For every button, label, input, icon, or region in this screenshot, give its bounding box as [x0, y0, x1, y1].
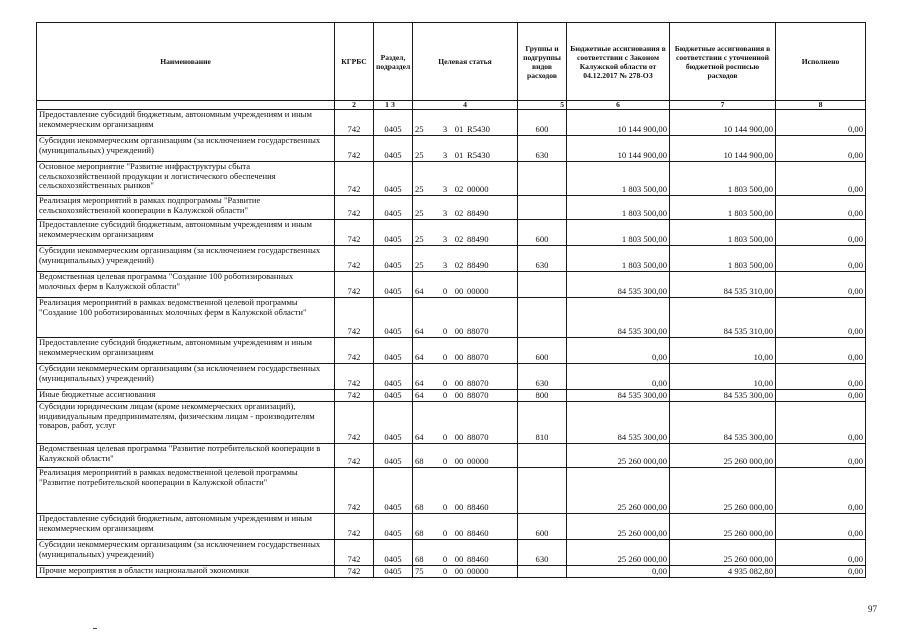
row-assign-law: 0,00 — [567, 338, 670, 364]
scan-mark — [93, 628, 97, 629]
row-name: Предоставление субсидий бюджетным, автономным учреждениям и иным некоммерческим организациям — [37, 110, 335, 136]
row-ispolneno: 0,00 — [776, 338, 866, 364]
celevaya-part: 00 — [454, 432, 464, 443]
celevaya-part: 0 — [442, 286, 448, 297]
row-ispolneno: 0,00 — [776, 246, 866, 272]
row-gruppa — [518, 468, 567, 514]
celevaya-part: 25 — [415, 150, 424, 161]
header-name: Наименование — [37, 23, 335, 101]
row-assign-law: 0,00 — [567, 566, 670, 578]
row-celevaya-statya — [413, 364, 518, 390]
row-gruppa — [518, 162, 567, 196]
celevaya-part: 00 — [454, 326, 464, 337]
celevaya-part: 00000 — [467, 566, 489, 577]
row-assign-law: 1 803 500,00 — [567, 220, 670, 246]
celevaya-part: 00000 — [467, 184, 489, 195]
row-celevaya-statya — [413, 246, 518, 272]
table-row — [37, 540, 866, 566]
row-kgrbs: 742 — [335, 540, 374, 566]
celevaya-part: 68 — [415, 554, 424, 565]
row-ispolneno: 0,00 — [776, 110, 866, 136]
row-celevaya-statya — [413, 540, 518, 566]
row-assign-refined: 25 260 000,00 — [670, 514, 776, 540]
row-kgrbs: 742 — [335, 220, 374, 246]
celevaya-part: 0 — [442, 502, 448, 513]
row-kgrbs: 742 — [335, 162, 374, 196]
row-ispolneno: 0,00 — [776, 136, 866, 162]
row-kgrbs: 742 — [335, 444, 374, 468]
celevaya-part: 25 — [415, 124, 424, 135]
celevaya-part: 25 — [415, 260, 424, 271]
row-celevaya-statya — [413, 162, 518, 196]
table-row — [37, 468, 866, 514]
row-celevaya-statya — [413, 514, 518, 540]
row-razdel: 0405 — [374, 444, 413, 468]
row-ispolneno: 0,00 — [776, 364, 866, 390]
row-razdel: 0405 — [374, 162, 413, 196]
row-ispolneno: 0,00 — [776, 468, 866, 514]
celevaya-part: 88490 — [467, 208, 489, 219]
row-celevaya-statya — [413, 444, 518, 468]
celevaya-part: 88070 — [467, 326, 489, 337]
celevaya-part: 88460 — [467, 502, 489, 513]
celevaya-part: 00 — [454, 390, 464, 401]
row-ispolneno: 0,00 — [776, 220, 866, 246]
celevaya-part: 0 — [442, 390, 448, 401]
celevaya-part: 68 — [415, 502, 424, 513]
celevaya-part: 0 — [442, 566, 448, 577]
celevaya-part: 88070 — [467, 432, 489, 443]
row-kgrbs: 742 — [335, 566, 374, 578]
celevaya-part: 0 — [442, 554, 448, 565]
column-number: 8 — [776, 101, 866, 110]
row-assign-law: 84 535 300,00 — [567, 390, 670, 402]
column-number: 2 — [335, 101, 374, 110]
table-row — [37, 246, 866, 272]
row-name: Прочие мероприятия в области национальной экономики — [37, 566, 335, 578]
row-ispolneno: 0,00 — [776, 402, 866, 444]
row-assign-law: 10 144 900,00 — [567, 110, 670, 136]
celevaya-part: 68 — [415, 528, 424, 539]
celevaya-part: 64 — [415, 286, 424, 297]
header-kgrbs: КГРБС — [335, 23, 374, 101]
celevaya-part: 64 — [415, 432, 424, 443]
row-assign-refined: 25 260 000,00 — [670, 444, 776, 468]
row-gruppa: 800 — [518, 390, 567, 402]
celevaya-part: 01 — [454, 124, 464, 135]
table-row — [37, 298, 866, 338]
row-kgrbs: 742 — [335, 196, 374, 220]
celevaya-part: 64 — [415, 326, 424, 337]
row-razdel: 0405 — [374, 468, 413, 514]
celevaya-part: 00 — [454, 554, 464, 565]
column-number: 5 — [518, 101, 567, 110]
row-kgrbs: 742 — [335, 110, 374, 136]
row-gruppa: 630 — [518, 364, 567, 390]
row-name: Ведомственная целевая программа "Создание 100 роботизированных молочных ферм в Калужской области" — [37, 272, 335, 298]
row-celevaya-statya — [413, 136, 518, 162]
row-ispolneno: 0,00 — [776, 514, 866, 540]
row-celevaya-statya — [413, 566, 518, 578]
row-assign-refined: 4 935 082,80 — [670, 566, 776, 578]
row-celevaya-statya — [413, 272, 518, 298]
row-kgrbs: 742 — [335, 338, 374, 364]
header-gruppy: Группы и подгруппы видов расходов — [518, 23, 567, 101]
row-name: Предоставление субсидий бюджетным, автономным учреждениям и иным некоммерческим организациям — [37, 338, 335, 364]
column-number: 6 — [567, 101, 670, 110]
table-row — [37, 390, 866, 402]
row-assign-refined: 1 803 500,00 — [670, 162, 776, 196]
row-name: Субсидии некоммерческим организациям (за исключением государственных (муниципальных) учреждений) — [37, 246, 335, 272]
row-celevaya-statya — [413, 390, 518, 402]
row-assign-law: 1 803 500,00 — [567, 196, 670, 220]
row-gruppa: 600 — [518, 338, 567, 364]
row-assign-refined: 84 535 300,00 — [670, 402, 776, 444]
celevaya-part: 68 — [415, 456, 424, 467]
row-razdel: 0405 — [374, 110, 413, 136]
row-kgrbs: 742 — [335, 364, 374, 390]
celevaya-part: 02 — [454, 208, 464, 219]
row-assign-law: 10 144 900,00 — [567, 136, 670, 162]
row-ispolneno: 0,00 — [776, 390, 866, 402]
row-razdel: 0405 — [374, 196, 413, 220]
row-razdel: 0405 — [374, 136, 413, 162]
row-ispolneno: 0,00 — [776, 566, 866, 578]
row-razdel: 0405 — [374, 246, 413, 272]
celevaya-part: 00 — [454, 352, 464, 363]
celevaya-part: 0 — [442, 456, 448, 467]
table-row — [37, 402, 866, 444]
row-assign-refined: 1 803 500,00 — [670, 196, 776, 220]
table-row — [37, 110, 866, 136]
celevaya-part: 0 — [442, 352, 448, 363]
row-razdel: 0405 — [374, 540, 413, 566]
column-number: 1 — [37, 101, 335, 110]
celevaya-part: R5430 — [467, 124, 490, 135]
celevaya-part: 00 — [454, 378, 464, 389]
row-name: Предоставление субсидий бюджетным, автономным учреждениям и иным некоммерческим организациям — [37, 220, 335, 246]
row-assign-refined: 84 535 310,00 — [670, 272, 776, 298]
celevaya-part: 64 — [415, 352, 424, 363]
row-razdel: 0405 — [374, 566, 413, 578]
row-razdel: 0405 — [374, 364, 413, 390]
row-kgrbs: 742 — [335, 272, 374, 298]
celevaya-part: 64 — [415, 390, 424, 401]
table-row — [37, 196, 866, 220]
row-name: Реализация мероприятий в рамках ведомственной целевой программы "Создание 100 роботизированных молочных ферм в Калужской области" — [37, 298, 335, 338]
row-assign-law: 84 535 300,00 — [567, 298, 670, 338]
row-gruppa: 600 — [518, 220, 567, 246]
row-kgrbs: 742 — [335, 514, 374, 540]
row-celevaya-statya — [413, 468, 518, 514]
celevaya-part: 0 — [442, 378, 448, 389]
row-assign-refined: 1 803 500,00 — [670, 246, 776, 272]
row-kgrbs: 742 — [335, 390, 374, 402]
row-name: Иные бюджетные ассигнования — [37, 390, 335, 402]
column-number: 4 — [413, 101, 518, 110]
row-assign-law: 1 803 500,00 — [567, 246, 670, 272]
row-name: Основное мероприятие "Развитие инфраструктуры сбыта сельскохозяйственной продукции и логистического обеспечения сельскохозяйственных рынков" — [37, 162, 335, 196]
header-assign-law: Бюджетные ассигнования в соответствии с Законом Калужской области от 04.12.2017 № 278-ОЗ — [567, 23, 670, 101]
celevaya-part: 3 — [442, 234, 448, 245]
row-gruppa — [518, 272, 567, 298]
row-razdel: 0405 — [374, 220, 413, 246]
row-celevaya-statya — [413, 220, 518, 246]
row-name: Субсидии некоммерческим организациям (за исключением государственных (муниципальных) учреждений) — [37, 364, 335, 390]
row-ispolneno: 0,00 — [776, 444, 866, 468]
row-celevaya-statya — [413, 338, 518, 364]
table-row — [37, 136, 866, 162]
row-ispolneno: 0,00 — [776, 196, 866, 220]
celevaya-part: 88070 — [467, 378, 489, 389]
celevaya-part: 00 — [454, 456, 464, 467]
row-name: Реализация мероприятий в рамках подпрограммы "Развитие сельскохозяйственной кооперации в Калужской области" — [37, 196, 335, 220]
row-gruppa: 630 — [518, 136, 567, 162]
celevaya-part: 3 — [442, 150, 448, 161]
row-razdel: 0405 — [374, 298, 413, 338]
row-assign-refined: 25 260 000,00 — [670, 468, 776, 514]
row-razdel: 0405 — [374, 514, 413, 540]
row-assign-law: 0,00 — [567, 364, 670, 390]
header-row — [37, 23, 866, 101]
row-gruppa — [518, 444, 567, 468]
budget-table — [36, 22, 866, 578]
row-gruppa — [518, 298, 567, 338]
celevaya-part: 00 — [454, 502, 464, 513]
header-celevaya: Целевая статья — [413, 23, 518, 101]
table-row — [37, 364, 866, 390]
celevaya-part: 3 — [442, 124, 448, 135]
celevaya-part: 02 — [454, 184, 464, 195]
row-gruppa — [518, 196, 567, 220]
row-ispolneno: 0,00 — [776, 272, 866, 298]
celevaya-part: 00 — [454, 566, 464, 577]
celevaya-part: 3 — [442, 184, 448, 195]
row-name: Субсидии некоммерческим организациям (за исключением государственных (муниципальных) учреждений) — [37, 540, 335, 566]
row-assign-law: 84 535 300,00 — [567, 402, 670, 444]
row-gruppa: 600 — [518, 514, 567, 540]
row-name: Субсидии некоммерческим организациям (за исключением государственных (муниципальных) учреждений) — [37, 136, 335, 162]
table-row — [37, 162, 866, 196]
row-gruppa — [518, 566, 567, 578]
row-assign-refined: 1 803 500,00 — [670, 220, 776, 246]
celevaya-part: 02 — [454, 260, 464, 271]
celevaya-part: 88460 — [467, 554, 489, 565]
row-ispolneno: 0,00 — [776, 540, 866, 566]
row-name: Субсидии юридическим лицам (кроме некоммерческих организаций), индивидуальным предпринимателям, физическим лицам - производителям товаров, работ, услуг — [37, 402, 335, 444]
row-celevaya-statya — [413, 402, 518, 444]
row-ispolneno: 0,00 — [776, 162, 866, 196]
header-assign-refined: Бюджетные ассигнования в соответствии с уточненной бюджетной росписью расходов — [670, 23, 776, 101]
column-number: 3 — [374, 101, 413, 110]
row-kgrbs: 742 — [335, 246, 374, 272]
row-celevaya-statya — [413, 110, 518, 136]
row-kgrbs: 742 — [335, 402, 374, 444]
celevaya-part: 3 — [442, 260, 448, 271]
row-gruppa: 630 — [518, 246, 567, 272]
celevaya-part: 25 — [415, 208, 424, 219]
column-number: 7 — [670, 101, 776, 110]
row-assign-refined: 10 144 900,00 — [670, 136, 776, 162]
celevaya-part: 25 — [415, 234, 424, 245]
row-assign-refined: 25 260 000,00 — [670, 540, 776, 566]
celevaya-part: 88460 — [467, 528, 489, 539]
row-assign-law: 25 260 000,00 — [567, 540, 670, 566]
celevaya-part: 01 — [454, 150, 464, 161]
row-razdel: 0405 — [374, 272, 413, 298]
celevaya-part: 00 — [454, 286, 464, 297]
table-row — [37, 220, 866, 246]
celevaya-part: 0 — [442, 528, 448, 539]
row-razdel: 0405 — [374, 402, 413, 444]
row-name: Ведомственная целевая программа "Развитие потребительской кооперации в Калужской области" — [37, 444, 335, 468]
row-kgrbs: 742 — [335, 468, 374, 514]
row-assign-law: 84 535 300,00 — [567, 272, 670, 298]
row-celevaya-statya — [413, 298, 518, 338]
celevaya-part: R5430 — [467, 150, 490, 161]
row-gruppa: 600 — [518, 110, 567, 136]
celevaya-part: 88070 — [467, 390, 489, 401]
celevaya-part: 25 — [415, 184, 424, 195]
page-number: 97 — [868, 604, 877, 614]
celevaya-part: 02 — [454, 234, 464, 245]
celevaya-part: 00000 — [467, 286, 489, 297]
celevaya-part: 88490 — [467, 260, 489, 271]
row-assign-refined: 84 535 300,00 — [670, 390, 776, 402]
row-assign-law: 25 260 000,00 — [567, 444, 670, 468]
row-assign-refined: 10 144 900,00 — [670, 110, 776, 136]
row-razdel: 0405 — [374, 338, 413, 364]
row-kgrbs: 742 — [335, 298, 374, 338]
celevaya-part: 64 — [415, 378, 424, 389]
row-name: Реализация мероприятий в рамках ведомственной целевой программы "Развитие потребительской кооперации в Калужской области" — [37, 468, 335, 514]
row-celevaya-statya — [413, 196, 518, 220]
table-row — [37, 272, 866, 298]
table-body — [37, 110, 866, 578]
row-kgrbs: 742 — [335, 136, 374, 162]
celevaya-part: 3 — [442, 208, 448, 219]
celevaya-part: 88070 — [467, 352, 489, 363]
row-assign-law: 25 260 000,00 — [567, 514, 670, 540]
row-assign-law: 25 260 000,00 — [567, 468, 670, 514]
celevaya-part: 75 — [415, 566, 424, 577]
row-ispolneno: 0,00 — [776, 298, 866, 338]
table-row — [37, 514, 866, 540]
header-razdel: Раздел, подраздел — [374, 23, 413, 101]
row-assign-refined: 10,00 — [670, 364, 776, 390]
row-gruppa: 630 — [518, 540, 567, 566]
header-ispolneno: Исполнено — [776, 23, 866, 101]
row-razdel: 0405 — [374, 390, 413, 402]
celevaya-part: 00000 — [467, 456, 489, 467]
table-row — [37, 566, 866, 578]
row-gruppa: 810 — [518, 402, 567, 444]
row-assign-law: 1 803 500,00 — [567, 162, 670, 196]
row-name: Предоставление субсидий бюджетным, автономным учреждениям и иным некоммерческим организациям — [37, 514, 335, 540]
table-row — [37, 338, 866, 364]
row-assign-refined: 84 535 310,00 — [670, 298, 776, 338]
table-row — [37, 444, 866, 468]
celevaya-part: 88490 — [467, 234, 489, 245]
row-assign-refined: 10,00 — [670, 338, 776, 364]
celevaya-part: 00 — [454, 528, 464, 539]
celevaya-part: 0 — [442, 432, 448, 443]
celevaya-part: 0 — [442, 326, 448, 337]
